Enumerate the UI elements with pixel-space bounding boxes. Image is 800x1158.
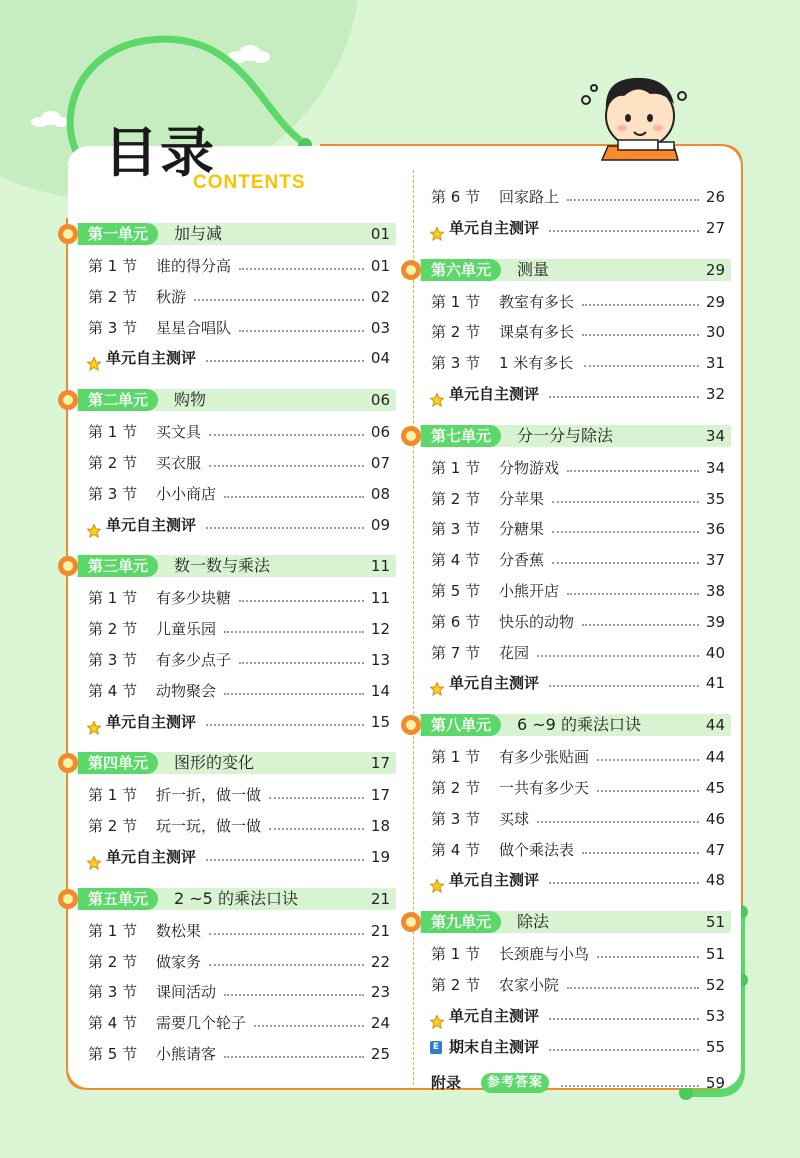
dot-leader	[239, 662, 364, 664]
lesson-name: 做家务	[156, 952, 202, 971]
lesson-name: 需要几个轮子	[156, 1014, 247, 1033]
dot-leader	[209, 434, 364, 436]
unit-bullet-icon	[58, 889, 78, 909]
dot-leader	[597, 759, 699, 761]
unit-test-name: 单元自主测评	[106, 712, 197, 731]
lesson-page-number: 17	[370, 786, 390, 805]
lesson-entry[interactable]	[58, 811, 396, 842]
dot-leader	[206, 859, 364, 861]
unit-page-number: 01	[370, 225, 390, 243]
unit-header[interactable]	[58, 747, 396, 778]
lesson-page-number: 45	[705, 778, 725, 797]
lesson-entry[interactable]	[58, 479, 396, 510]
dot-leader	[549, 882, 699, 884]
lesson-entry[interactable]	[401, 317, 731, 348]
lesson-entry[interactable]	[58, 251, 396, 282]
lesson-entry[interactable]	[401, 970, 731, 1001]
unit-title: 图形的变化	[174, 753, 255, 773]
lesson-name: 课间活动	[156, 983, 217, 1002]
final-test-name: 期末自主测评	[449, 1037, 540, 1056]
unit-bullet-icon	[58, 390, 78, 410]
appendix-label: 附录	[431, 1074, 462, 1093]
unit-header[interactable]	[58, 883, 396, 914]
lesson-name: 有多少点子	[156, 650, 232, 669]
lesson-name: 有多少块糖	[156, 589, 232, 608]
lesson-name: 快乐的动物	[499, 612, 575, 631]
lesson-page-number: 37	[705, 551, 725, 570]
unit-gap	[58, 540, 396, 550]
lesson-name: 长颈鹿与小鸟	[499, 945, 590, 964]
unit-test-entry[interactable]	[401, 865, 731, 896]
page-subtitle: CONTENTS	[193, 172, 306, 193]
lesson-name: 秋游	[156, 287, 187, 306]
unit-title: 加与减	[174, 224, 223, 243]
unit-test-page-number: 27	[705, 218, 725, 237]
unit-test-entry[interactable]	[58, 842, 396, 873]
lesson-name: 玩一玩，做一做	[156, 817, 262, 836]
lesson-number: 第 2 节	[88, 620, 138, 639]
lesson-page-number: 02	[370, 287, 390, 306]
unit-bullet-icon	[401, 715, 421, 735]
lesson-page-number: 24	[370, 1014, 390, 1033]
unit-header[interactable]	[58, 550, 396, 581]
lesson-name: 分苹果	[499, 489, 545, 508]
lesson-entry[interactable]	[58, 614, 396, 645]
lesson-number: 第 2 节	[431, 323, 481, 342]
dot-leader	[537, 655, 699, 657]
lesson-number: 第 1 节	[431, 945, 481, 964]
lesson-name: 折一折，做一做	[156, 786, 262, 805]
unit-bullet-icon	[401, 260, 421, 280]
unit-gap	[401, 244, 731, 254]
unit-gap	[401, 699, 731, 709]
unit-test-name: 单元自主测评	[106, 349, 197, 368]
final-test-badge-icon: E	[430, 1041, 442, 1054]
lesson-number: 第 5 节	[431, 581, 481, 600]
dot-leader	[567, 593, 699, 595]
page-title: 目录	[104, 121, 216, 184]
unit-test-name: 单元自主测评	[449, 674, 540, 693]
star-icon	[87, 518, 101, 532]
lesson-name: 课桌有多长	[499, 323, 575, 342]
answer-key-badge: 参考答案	[481, 1073, 549, 1093]
unit-label: 第九单元	[421, 911, 501, 933]
lesson-page-number: 23	[370, 983, 390, 1002]
lesson-number: 第 3 节	[431, 520, 481, 539]
lesson-entry[interactable]	[58, 645, 396, 676]
lesson-name: 动物聚会	[156, 681, 217, 700]
lesson-number: 第 1 节	[88, 921, 138, 940]
dot-leader	[206, 724, 364, 726]
lesson-page-number: 18	[370, 817, 390, 836]
lesson-number: 第 1 节	[88, 423, 138, 442]
lesson-entry[interactable]	[401, 773, 731, 804]
lesson-name: 花园	[499, 643, 530, 662]
unit-page-number: 06	[370, 391, 390, 410]
unit-test-name: 单元自主测评	[449, 218, 540, 237]
star-icon	[87, 715, 101, 729]
lesson-name: 教室有多长	[499, 292, 575, 311]
lesson-number: 第 2 节	[88, 287, 138, 306]
dot-leader	[549, 1018, 699, 1020]
star-icon	[430, 221, 444, 235]
dot-leader	[584, 365, 699, 367]
unit-label: 第八单元	[421, 714, 501, 736]
lesson-number: 第 4 节	[431, 840, 481, 859]
lesson-page-number: 11	[370, 589, 390, 608]
unit-test-entry[interactable]	[401, 379, 731, 410]
lesson-page-number: 39	[705, 612, 725, 631]
appendix-page-number: 59	[705, 1074, 725, 1093]
unit-test-entry[interactable]	[401, 1001, 731, 1032]
dot-leader	[224, 1056, 364, 1058]
lesson-name: 买球	[499, 809, 530, 828]
lesson-number: 第 2 节	[88, 453, 138, 472]
lesson-entry[interactable]	[401, 453, 731, 484]
dot-leader	[597, 956, 699, 958]
lesson-page-number: 40	[705, 643, 725, 662]
lesson-name: 数松果	[156, 921, 202, 940]
lesson-entry[interactable]	[58, 1039, 396, 1070]
dot-leader	[582, 334, 699, 336]
lesson-page-number: 52	[705, 975, 725, 994]
lesson-entry[interactable]	[401, 742, 731, 773]
unit-page-number: 17	[370, 754, 390, 773]
lesson-number: 第 3 节	[431, 809, 481, 828]
lesson-number: 第 1 节	[88, 786, 138, 805]
lesson-page-number: 08	[370, 484, 390, 503]
unit-test-entry[interactable]	[401, 213, 731, 244]
unit-test-name: 单元自主测评	[449, 384, 540, 403]
lesson-name: 星星合唱队	[156, 318, 232, 337]
unit-title: 6 ~9 的乘法口诀	[517, 715, 641, 735]
unit-header[interactable]	[58, 218, 396, 249]
unit-label: 第三单元	[78, 555, 158, 577]
unit-test-name: 单元自主测评	[449, 1006, 540, 1025]
dot-leader	[269, 828, 364, 830]
lesson-entry[interactable]	[58, 977, 396, 1008]
unit-header[interactable]	[401, 254, 731, 285]
dot-leader	[567, 470, 699, 472]
lesson-entry[interactable]	[401, 182, 731, 213]
lesson-entry[interactable]	[401, 348, 731, 379]
toc-right-column	[401, 182, 731, 1099]
unit-bullet-icon	[58, 753, 78, 773]
lesson-entry[interactable]	[401, 287, 731, 318]
lesson-entry[interactable]	[401, 514, 731, 545]
dot-leader	[206, 360, 364, 362]
lesson-name: 分香蕉	[499, 551, 545, 570]
lesson-number: 第 4 节	[431, 551, 481, 570]
unit-gap	[58, 873, 396, 883]
unit-page-number: 11	[370, 557, 390, 576]
lesson-number: 第 6 节	[431, 612, 481, 631]
lesson-name: 谁的得分高	[156, 257, 232, 275]
lesson-name: 一共有多少天	[499, 778, 590, 797]
lesson-page-number: 31	[705, 354, 725, 373]
lesson-entry[interactable]	[401, 804, 731, 835]
lesson-name: 1 米有多长	[499, 354, 574, 373]
lesson-name: 买衣服	[156, 453, 202, 472]
lesson-entry[interactable]	[58, 947, 396, 978]
dot-leader	[561, 1085, 699, 1087]
unit-bullet-icon	[401, 426, 421, 446]
dot-leader	[552, 531, 699, 533]
unit-label: 第五单元	[78, 888, 158, 910]
lesson-number: 第 2 节	[431, 778, 481, 797]
lesson-entry[interactable]	[58, 1008, 396, 1039]
lesson-name: 农家小院	[499, 975, 560, 994]
lesson-page-number: 21	[370, 921, 390, 940]
star-icon	[430, 873, 444, 887]
lesson-page-number: 01	[370, 257, 390, 275]
appendix-entry[interactable]	[401, 1068, 731, 1099]
dot-leader	[209, 964, 364, 966]
lesson-page-number: 25	[370, 1044, 390, 1063]
dot-leader	[582, 852, 699, 854]
dot-leader	[567, 987, 699, 989]
lesson-name: 买文具	[156, 423, 202, 442]
unit-gap	[58, 737, 396, 747]
unit-title: 分一分与除法	[517, 425, 614, 445]
dot-leader	[597, 790, 699, 792]
lesson-number: 第 3 节	[88, 650, 138, 669]
dot-leader	[567, 199, 699, 201]
unit-test-page-number: 09	[370, 515, 390, 534]
unit-page-number: 51	[705, 913, 725, 932]
lesson-entry[interactable]	[401, 484, 731, 515]
toc-left-column	[58, 218, 396, 1070]
dot-leader	[206, 527, 364, 529]
unit-header[interactable]	[401, 709, 731, 740]
star-icon	[430, 387, 444, 401]
unit-test-entry[interactable]	[401, 668, 731, 699]
lesson-number: 第 5 节	[88, 1044, 138, 1063]
lesson-entry[interactable]	[401, 545, 731, 576]
unit-test-page-number: 15	[370, 712, 390, 731]
lesson-name: 小熊请客	[156, 1044, 217, 1063]
unit-title: 2 ~5 的乘法口诀	[174, 888, 298, 908]
lesson-entry[interactable]	[401, 607, 731, 638]
lesson-name: 儿童乐园	[156, 620, 217, 639]
unit-header[interactable]	[401, 906, 731, 937]
unit-page-number: 29	[705, 260, 725, 279]
lesson-number: 第 3 节	[88, 484, 138, 503]
dot-leader	[224, 496, 364, 498]
lesson-number: 第 4 节	[88, 681, 138, 700]
lesson-entry[interactable]	[401, 835, 731, 866]
lesson-page-number: 12	[370, 620, 390, 639]
unit-page-number: 44	[705, 716, 725, 735]
unit-label: 第七单元	[421, 425, 501, 447]
lesson-page-number: 06	[370, 423, 390, 442]
boy-mascot-illustration	[578, 70, 698, 162]
dot-leader	[254, 1025, 364, 1027]
star-icon	[430, 1009, 444, 1023]
lesson-page-number: 14	[370, 681, 390, 700]
lesson-entry[interactable]	[58, 417, 396, 448]
lesson-page-number: 34	[705, 458, 725, 477]
unit-title: 测量	[517, 259, 550, 279]
lesson-number: 第 3 节	[88, 983, 138, 1002]
lesson-number: 第 2 节	[88, 952, 138, 971]
lesson-page-number: 03	[370, 318, 390, 337]
lesson-entry[interactable]	[58, 313, 396, 344]
dot-leader	[549, 396, 699, 398]
unit-test-page-number: 41	[705, 674, 725, 693]
unit-header[interactable]	[401, 420, 731, 451]
unit-gap	[401, 896, 731, 906]
lesson-name: 回家路上	[499, 188, 560, 206]
lesson-number: 第 1 节	[431, 748, 481, 767]
dot-leader	[549, 685, 699, 687]
lesson-entry[interactable]	[58, 583, 396, 614]
unit-header[interactable]	[58, 384, 396, 415]
lesson-number: 第 2 节	[431, 975, 481, 994]
unit-bullet-icon	[401, 912, 421, 932]
unit-title: 数一数与乘法	[174, 556, 271, 576]
dot-leader	[552, 562, 699, 564]
unit-bullet-icon	[58, 224, 78, 244]
unit-label: 第一单元	[78, 223, 158, 245]
lesson-entry[interactable]	[58, 676, 396, 707]
dot-leader	[549, 230, 699, 232]
lesson-number: 第 2 节	[88, 817, 138, 836]
lesson-name: 有多少张贴画	[499, 748, 590, 767]
star-icon	[87, 850, 101, 864]
unit-test-entry[interactable]	[58, 510, 396, 541]
unit-test-entry[interactable]	[58, 707, 396, 738]
lesson-page-number: 51	[705, 945, 725, 964]
unit-label: 第二单元	[78, 389, 158, 411]
dot-leader	[582, 304, 699, 306]
lesson-number: 第 7 节	[431, 643, 481, 662]
unit-label: 第四单元	[78, 752, 158, 774]
star-icon	[430, 676, 444, 690]
dot-leader	[239, 600, 364, 602]
unit-bullet-icon	[58, 556, 78, 576]
dot-leader	[552, 501, 699, 503]
lesson-page-number: 47	[705, 840, 725, 859]
lesson-number: 第 3 节	[431, 354, 481, 373]
dot-leader	[209, 933, 364, 935]
lesson-page-number: 44	[705, 748, 725, 767]
unit-test-page-number: 53	[705, 1006, 725, 1025]
unit-test-name: 单元自主测评	[106, 847, 197, 866]
lesson-entry[interactable]	[401, 576, 731, 607]
lesson-page-number: 22	[370, 952, 390, 971]
final-test-page-number: 55	[705, 1037, 725, 1056]
unit-gap	[58, 374, 396, 384]
lesson-page-number: 29	[705, 292, 725, 311]
lesson-page-number: 26	[705, 188, 725, 206]
lesson-name: 小小商店	[156, 484, 217, 503]
lesson-page-number: 46	[705, 809, 725, 828]
unit-title: 购物	[174, 390, 207, 410]
lesson-entry[interactable]	[401, 638, 731, 669]
unit-test-page-number: 48	[705, 871, 725, 890]
lesson-number: 第 2 节	[431, 489, 481, 508]
lesson-name: 做个乘法表	[499, 840, 575, 859]
lesson-number: 第 6 节	[431, 188, 481, 206]
unit-page-number: 34	[705, 426, 725, 445]
unit-test-page-number: 19	[370, 847, 390, 866]
lesson-name: 分物游戏	[499, 458, 560, 477]
dot-leader	[549, 1049, 699, 1051]
lesson-page-number: 07	[370, 453, 390, 472]
unit-test-name: 单元自主测评	[449, 871, 540, 890]
lesson-page-number: 13	[370, 650, 390, 669]
unit-gap	[401, 410, 731, 420]
lesson-number: 第 1 节	[431, 458, 481, 477]
lesson-entry[interactable]	[58, 916, 396, 947]
unit-test-page-number: 32	[705, 384, 725, 403]
unit-test-entry[interactable]	[58, 343, 396, 374]
lesson-number: 第 1 节	[88, 589, 138, 608]
unit-title: 除法	[517, 912, 550, 932]
dot-leader	[537, 821, 699, 823]
lesson-name: 小熊开店	[499, 581, 560, 600]
lesson-number: 第 3 节	[88, 318, 138, 337]
dot-leader	[269, 797, 364, 799]
lesson-page-number: 30	[705, 323, 725, 342]
lesson-page-number: 36	[705, 520, 725, 539]
star-icon	[87, 351, 101, 365]
dot-leader	[224, 994, 364, 996]
unit-test-name: 单元自主测评	[106, 515, 197, 534]
dot-leader	[582, 624, 699, 626]
unit-page-number: 21	[370, 889, 390, 908]
lesson-name: 分糖果	[499, 520, 545, 539]
lesson-number: 第 1 节	[88, 257, 138, 275]
final-test-entry[interactable]	[401, 1032, 731, 1063]
lesson-number: 第 1 节	[431, 292, 481, 311]
dot-leader	[224, 631, 364, 633]
lesson-entry[interactable]	[401, 939, 731, 970]
unit-test-page-number: 04	[370, 349, 390, 368]
lesson-entry[interactable]	[58, 448, 396, 479]
lesson-entry[interactable]	[58, 282, 396, 313]
lesson-number: 第 4 节	[88, 1014, 138, 1033]
lesson-entry[interactable]	[58, 780, 396, 811]
dot-leader	[239, 268, 364, 270]
unit-label: 第六单元	[421, 259, 501, 281]
dot-leader	[239, 330, 364, 332]
lesson-page-number: 38	[705, 581, 725, 600]
lesson-page-number: 35	[705, 489, 725, 508]
dot-leader	[224, 693, 364, 695]
dot-leader	[194, 299, 364, 301]
dot-leader	[209, 465, 364, 467]
